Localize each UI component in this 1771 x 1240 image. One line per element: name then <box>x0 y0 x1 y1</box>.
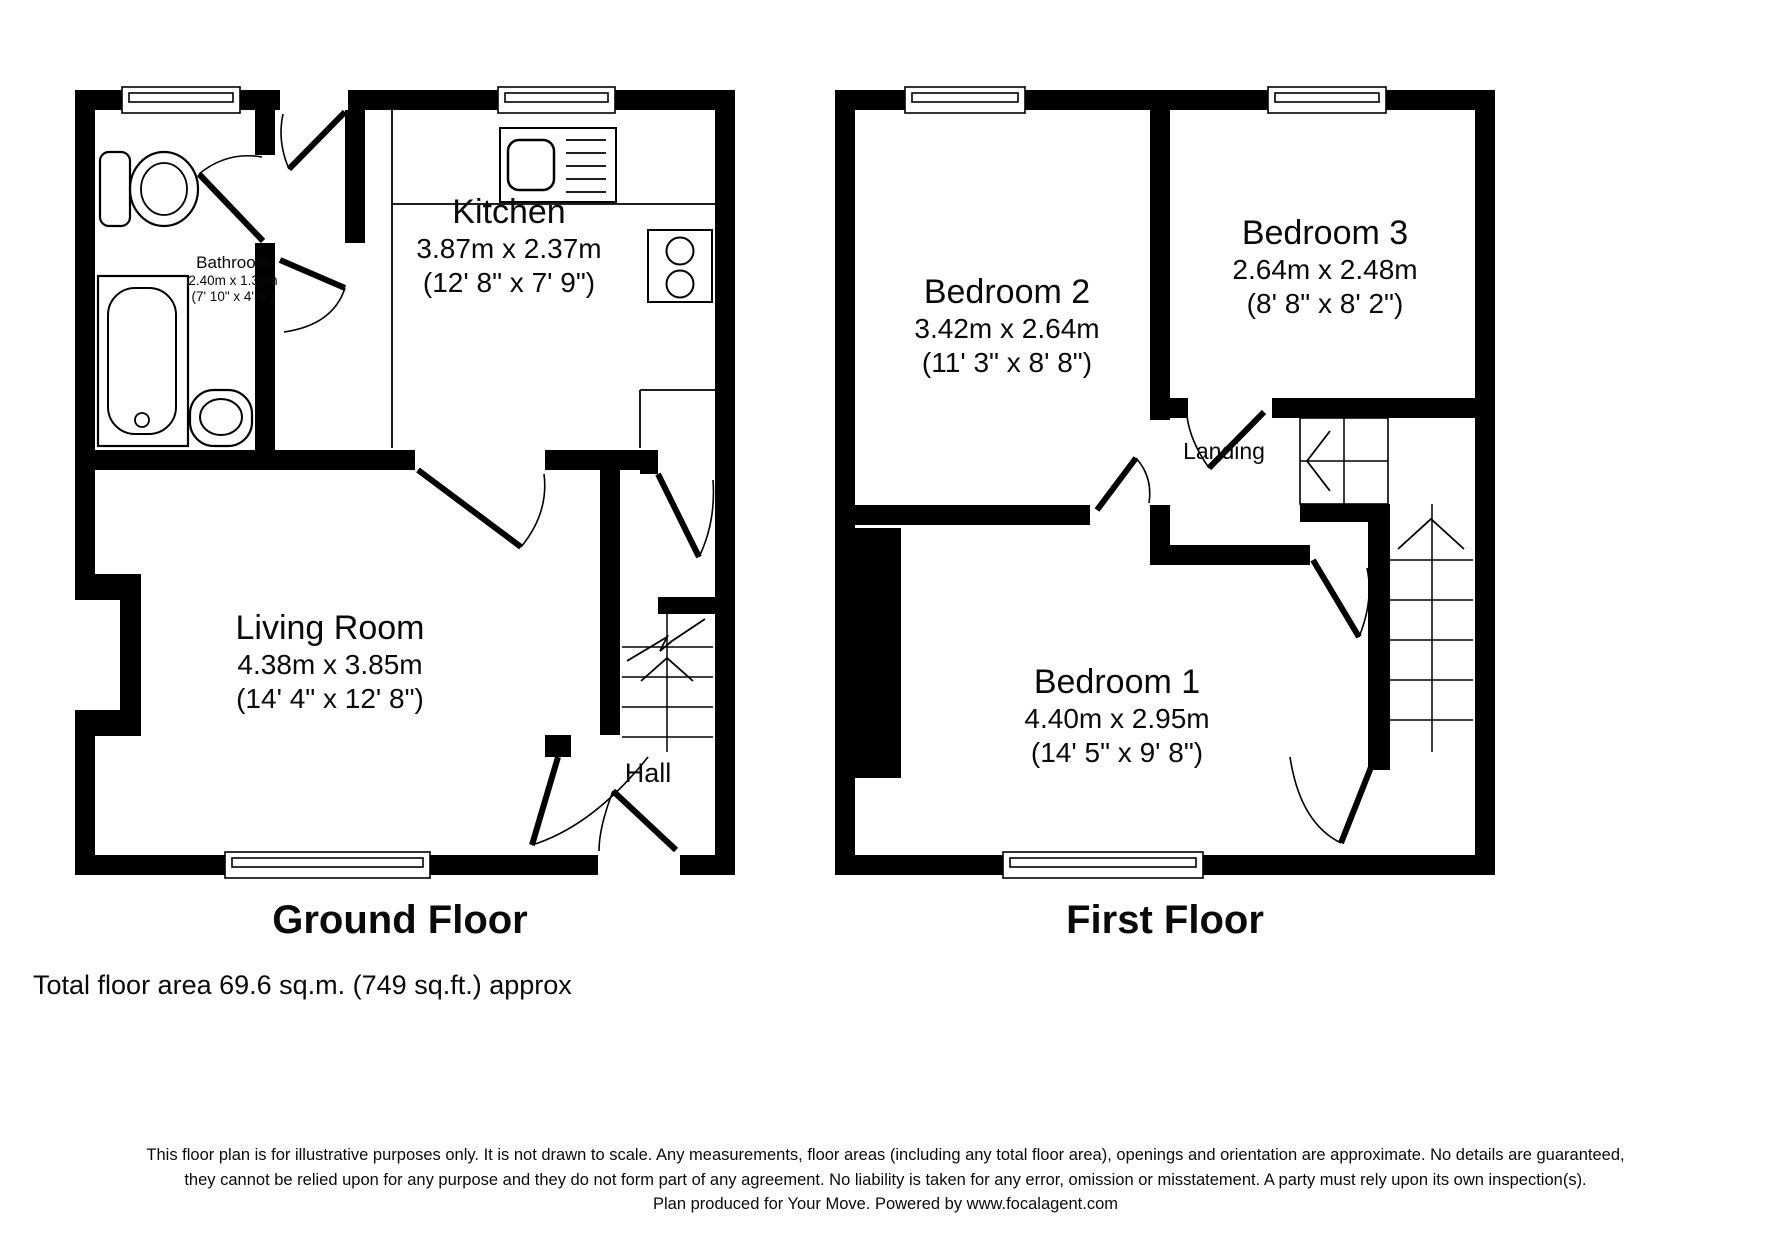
landing-label: Landing <box>1183 438 1265 464</box>
kitchen-window <box>498 87 615 113</box>
total-floor-area: Total floor area 69.6 sq.m. (749 sq.ft.) approx <box>33 970 572 1000</box>
living-room-label <box>236 608 425 716</box>
basin <box>190 390 252 446</box>
disclaimer-line-3: Plan produced for Your Move. Powered by www.focalagent.com <box>652 1195 1118 1213</box>
bedroom1-dim-imperial: (14' 5" x 9' 8") <box>1030 737 1204 768</box>
living-room-name: Living Room <box>235 609 425 647</box>
bedroom1-dim-metric: 4.40m x 2.95m <box>1024 703 1210 734</box>
winder-bottom-wall <box>1300 504 1388 522</box>
stairs-bottom-door-leaf <box>1341 752 1377 843</box>
bedroom3-dim-metric: 2.64m x 2.48m <box>1232 254 1418 285</box>
bedroom1-door-leaf <box>1313 560 1359 637</box>
bathroom-name: Bathroom <box>196 253 270 272</box>
bathtub <box>98 276 188 446</box>
bedroom3-name: Bedroom 3 <box>1241 214 1409 252</box>
front-door-leaf <box>613 791 676 850</box>
bedroom2-door-leaf <box>1097 458 1136 510</box>
kitchen-name: Kitchen <box>452 193 566 231</box>
bedroom1-label <box>1024 662 1209 770</box>
bathroom-door-leaf <box>199 174 263 241</box>
disclaimer-line-2: they cannot be relied upon for any purpose and they do not form part of any agreement. No liability is taken for any error, omission or misstatement. A party must rely upon its own inspection(s). <box>184 1170 1587 1189</box>
front-door-gap <box>598 855 680 875</box>
lobby-door-leaf <box>280 260 345 288</box>
back-door-leaf <box>289 112 345 169</box>
living-hall-door-leaf <box>532 757 558 845</box>
back-door-gap <box>280 90 348 110</box>
living-room-window <box>225 852 430 878</box>
bedroom2-label <box>914 272 1099 380</box>
kitchen-hob <box>648 230 712 302</box>
living-room-dim-metric: 4.38m x 3.85m <box>237 649 423 680</box>
kitchen-label <box>416 192 601 300</box>
bedroom3-window <box>1268 87 1386 113</box>
bedroom3-dim-imperial: (8' 8" x 8' 2") <box>1246 288 1404 319</box>
living-kitchen-door-leaf <box>418 470 521 547</box>
bathroom-window <box>122 87 240 113</box>
first-doors <box>1097 412 1377 843</box>
bedroom1-name: Bedroom 1 <box>1033 663 1201 701</box>
bay-window-recess <box>70 600 120 710</box>
bathroom-label <box>188 252 277 305</box>
toilet <box>100 152 198 226</box>
kitchen-dim-imperial: (12' 8" x 7' 9") <box>422 267 596 298</box>
living-room-dim-imperial: (14' 4" x 12' 8") <box>236 683 424 714</box>
first-floor-title: First Floor <box>1066 898 1264 942</box>
kitchen-sink <box>500 128 616 202</box>
disclaimer-text <box>20 1143 1751 1217</box>
bathroom-dim-metric: 2.40m x 1.36m <box>188 273 278 288</box>
disclaimer-line-1: This floor plan is for illustrative purposes only. It is not drawn to scale. Any measurements, floor areas (including any total floor area), openings and orientation are approximate. No details are guaranteed, <box>146 1146 1625 1164</box>
kitchen-hall-door-leaf <box>658 474 699 557</box>
bedroom3-label <box>1232 213 1417 321</box>
ground-stairs <box>622 614 713 752</box>
bedroom2-dim-metric: 3.42m x 2.64m <box>914 313 1100 344</box>
bedroom2-window <box>905 87 1025 113</box>
kitchen-dim-metric: 3.87m x 2.37m <box>416 233 602 264</box>
bedroom1-window <box>1003 852 1203 878</box>
bathroom-dim-imperial: (7' 10" x 4' 6") <box>191 289 275 304</box>
bedroom2-dim-imperial: (11' 3" x 8' 8") <box>921 347 1093 378</box>
bedroom2-name: Bedroom 2 <box>923 273 1091 311</box>
hall-label: Hall <box>624 758 672 788</box>
ground-floor-title: Ground Floor <box>272 898 528 942</box>
